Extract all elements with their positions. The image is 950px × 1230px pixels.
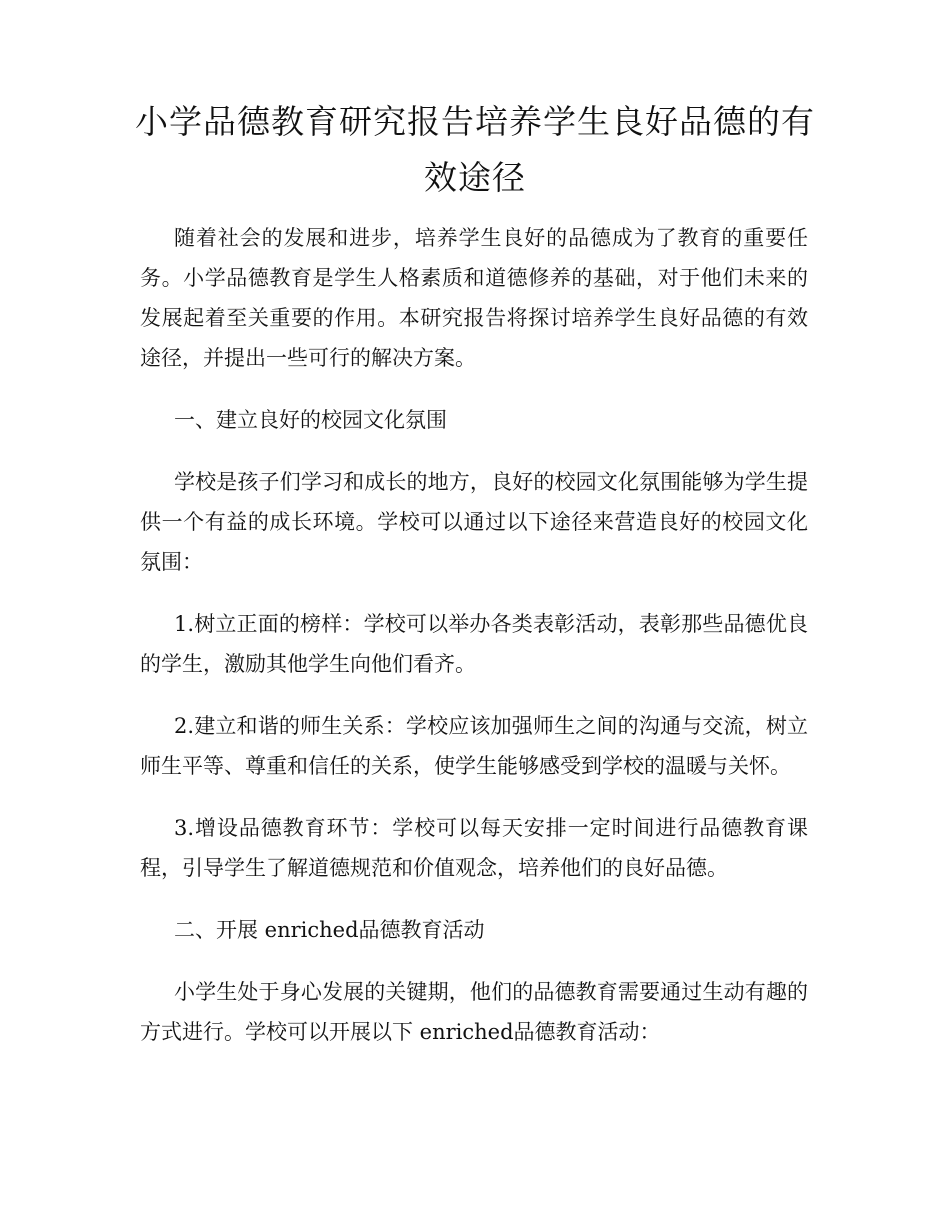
list-item-3: 3.增设品德教育环节：学校可以每天安排一定时间进行品德教育课程，引导学生了解道德规范和价值观念，培养他们的良好品德。 [140,816,808,880]
section-heading-1: 一、建立良好的校园文化氛围 [174,408,447,432]
section-heading-2: 二、开展 enriched品德教育活动 [174,918,485,942]
document-title: 小学品德教育研究报告培养学生良好品德的有效途径 [135,102,815,197]
document-body [140,218,808,1074]
list-item-2: 2.建立和谐的师生关系：学校应该加强师生之间的沟通与交流，树立师生平等、尊重和信任的关系，使学生能够感受到学校的温暖与关怀。 [140,714,808,778]
intro-paragraph: 随着社会的发展和进步，培养学生良好的品德成为了教育的重要任务。小学品德教育是学生人格素质和道德修养的基础，对于他们未来的发展起着至关重要的作用。本研究报告将探讨培养学生良好品德的有效途径，并提出一些可行的解决方案。 [140,226,808,370]
section-2-paragraph: 小学生处于身心发展的关键期，他们的品德教育需要通过生动有趣的方式进行。学校可以开展以下 enriched品德教育活动： [140,980,808,1044]
section-1-paragraph: 学校是孩子们学习和成长的地方，良好的校园文化氛围能够为学生提供一个有益的成长环境。学校可以通过以下途径来营造良好的校园文化氛围： [140,470,808,574]
list-item-1: 1.树立正面的榜样：学校可以举办各类表彰活动，表彰那些品德优良的学生，激励其他学生向他们看齐。 [140,612,808,676]
